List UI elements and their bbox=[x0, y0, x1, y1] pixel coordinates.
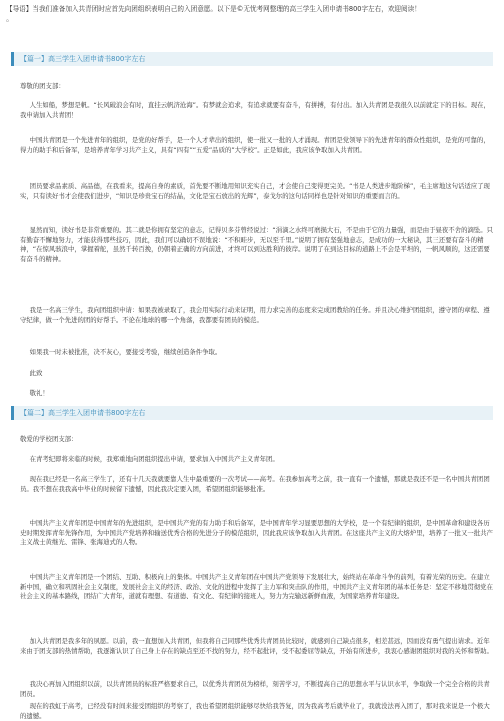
closing-line-1: 此致 bbox=[29, 369, 43, 377]
lead-text: 【导语】当我们准备加入共青团时应首先向团组织表明自己的入团意愿。以下是©无忧考网整理的高三学生入团申请书800字左右，欢迎阅读！ bbox=[6, 5, 421, 13]
section1-paragraph-2: 中国共青团是一个先进青年的组织，是党的好帮手，是一个人才辈出的组织，使一批又一批的人才涌现。青团是党领导下的先进青年的群众性组织，是党的可靠的，得力的助手和后备军，是培养青年学习共产主义，具有“四有”“五爱”品质的”大学校”。正是如此，我应该争取加入共青团。 bbox=[20, 136, 490, 154]
section2-paragraph-1: 在青考纪即将来临的时候，我郑重地向团组织提出申请，要求加入中国共产主义青年团。 bbox=[29, 455, 279, 463]
section2-paragraph-4: 中国共产主义青年团是一个团结、互助、积极向上的集体。中国共产主义青年团在中国共产党领导下发展壮大，始终站在革命斗争的前列，有着光荣的历史。在建立新中国，确立和巩固社会主义制度，发展社会主义的经济、政治、文化的进程中发挥了主力军和突击队的作用，中国共产主义青年团的基本任务是：坚定不移地贯彻党在社会主义的基本路线，团结广大青年，道就有理想、有道德、有文化、有纪律的接班人，努力为完输远新鲜血液，为国家培养青年建设。 bbox=[20, 573, 493, 601]
section2-paragraph-5: 加入共青团是我多年的夙愿。以前，我一直想加入共青团，但我将自己同那些优秀共青团员比较时，就感到自己缺点很多，相差甚远，因而没有勇气提出请求。近年来由于团支部的热情帮助，我逐渐认识了自己身上存在的缺点至还不找的努力，经不起批评，受不起委屈等缺点，开始有所进步，我衷心感谢团组织对我的关怀和帮助。 bbox=[20, 637, 493, 655]
section2-paragraph-7: 现在的我虹于高考，已经没有时间来接受团组织的考察了，我也希望团组织能够尽快给我答复，因为我高考后就毕业了，我就没法再入团了，那对我来说是一个极大的遗憾。 bbox=[20, 702, 490, 720]
section1-paragraph-5: 我是一名高三学生，我向团组织申请：如果我被录取了，我会用实际行动来证明，用力求完善的态度来完成团教给的任务。并且决心维护团组织，遵守团的章程、遵守纪律，做一个先进的团的好帮手。不论在地球的哪一个角落，我都要有团员的模范。 bbox=[20, 306, 490, 324]
section2-paragraph-6: 我决心再加入团组织以前，以共青团员的标准严格要求自己，以优秀共青团员为榜样，刻苦学习，不断提高自己的思想水平与认识水平，争取做一个完全合格的共青团员。 bbox=[20, 680, 490, 698]
section1-paragraph-4: 显然而知，读好书是非常重要的。其二就是你拥有坚定的意志，记得贝多芬曾经说过：“涓滴之水终可磨损大石，不是由于它的力量强，而是由于昼夜不舍的滴坠。只有勤奋不懈地努力，才能获得那些技巧，因此，我们可以确切不误地说：“不积畦步，无以至千里。”说明了拥有坚强地意志，是成功的一大秘诀，其三还要有奋斗的精神，“在惊风骇浪中，掌握着舵，虽然千转百挽，仍朝着正确的方向前进，才终可以到达胜利的彼岸。说明了在到达目标的道路上不会是平坦的，一帆风顺的，这还需要有奋斗的精神。 bbox=[20, 226, 494, 263]
section1-paragraph-3: 团员要求品素质、高品德，在我看来，提高自身的素质，首先要不断地用知识充实自己，才会使自己变得更完美。“书是人类进步地阶梯”，毛主席地这句话适应了现实，只有读好书才会使我们进步，“知识是珍贵宝石的结晶，文化是宝石放出的光辉”，泰戈尔的这句话同样也是针对知识的重要而言的。 bbox=[20, 182, 490, 200]
section-heading-1: 【篇一】高三学生入团申请书800字左右 bbox=[11, 52, 493, 66]
section-heading-2: 【篇二】高三学生入团申请书800字左右 bbox=[11, 406, 493, 420]
salutation-2: 敬爱的学校团支部： bbox=[20, 435, 78, 443]
section2-paragraph-2: 现在我已经是一名高三学生了，还有十几天我就要靠人生中最重要的一次考试——高考。在我参加高考之前，我一直有一个遗憾，那就是我还不是一名中国共青团团员。我不想在我我高中毕业的时候留下遗憾，因此我决定要入团，希望团组织能够批准。 bbox=[20, 475, 490, 493]
closing-line-2: 敬礼！ bbox=[29, 389, 49, 397]
section1-paragraph-6: 如果我一时未被批准，决不灰心，要接受考验，继续创造条件争取。 bbox=[29, 348, 222, 356]
section2-paragraph-3: 中国共产主义青年团是中国青年的先进组织，是中国共产党的有力助手和后备军，是中国青年学习显要思想的大学校，是一个有纪律的组织，是中国革命和建设各历史时期发挥青年先锋作用，为中国共产党培养和输送优秀合格的先进分子的模范组织，因此我应该争取加入共青团。在这座共产主义的大熔炉里，培养了一批又一批共产主义战士黄继光、雷锋、张海迪式的人物。 bbox=[20, 519, 493, 547]
salutation-1: 尊敬的团支部： bbox=[20, 82, 65, 90]
lead-paragraph bbox=[6, 5, 498, 23]
section1-paragraph-1: 人生如船，梦想是帆。“长风破浪会有时，直挂云帆济沧海”。有梦就会追求，有追求就要有奋斗，有拼搏，有付出。加入共青团是我很久以前就定下的目标。现在，我申请加入共青团！ bbox=[20, 101, 490, 119]
lead-marker: 。 bbox=[6, 14, 14, 24]
